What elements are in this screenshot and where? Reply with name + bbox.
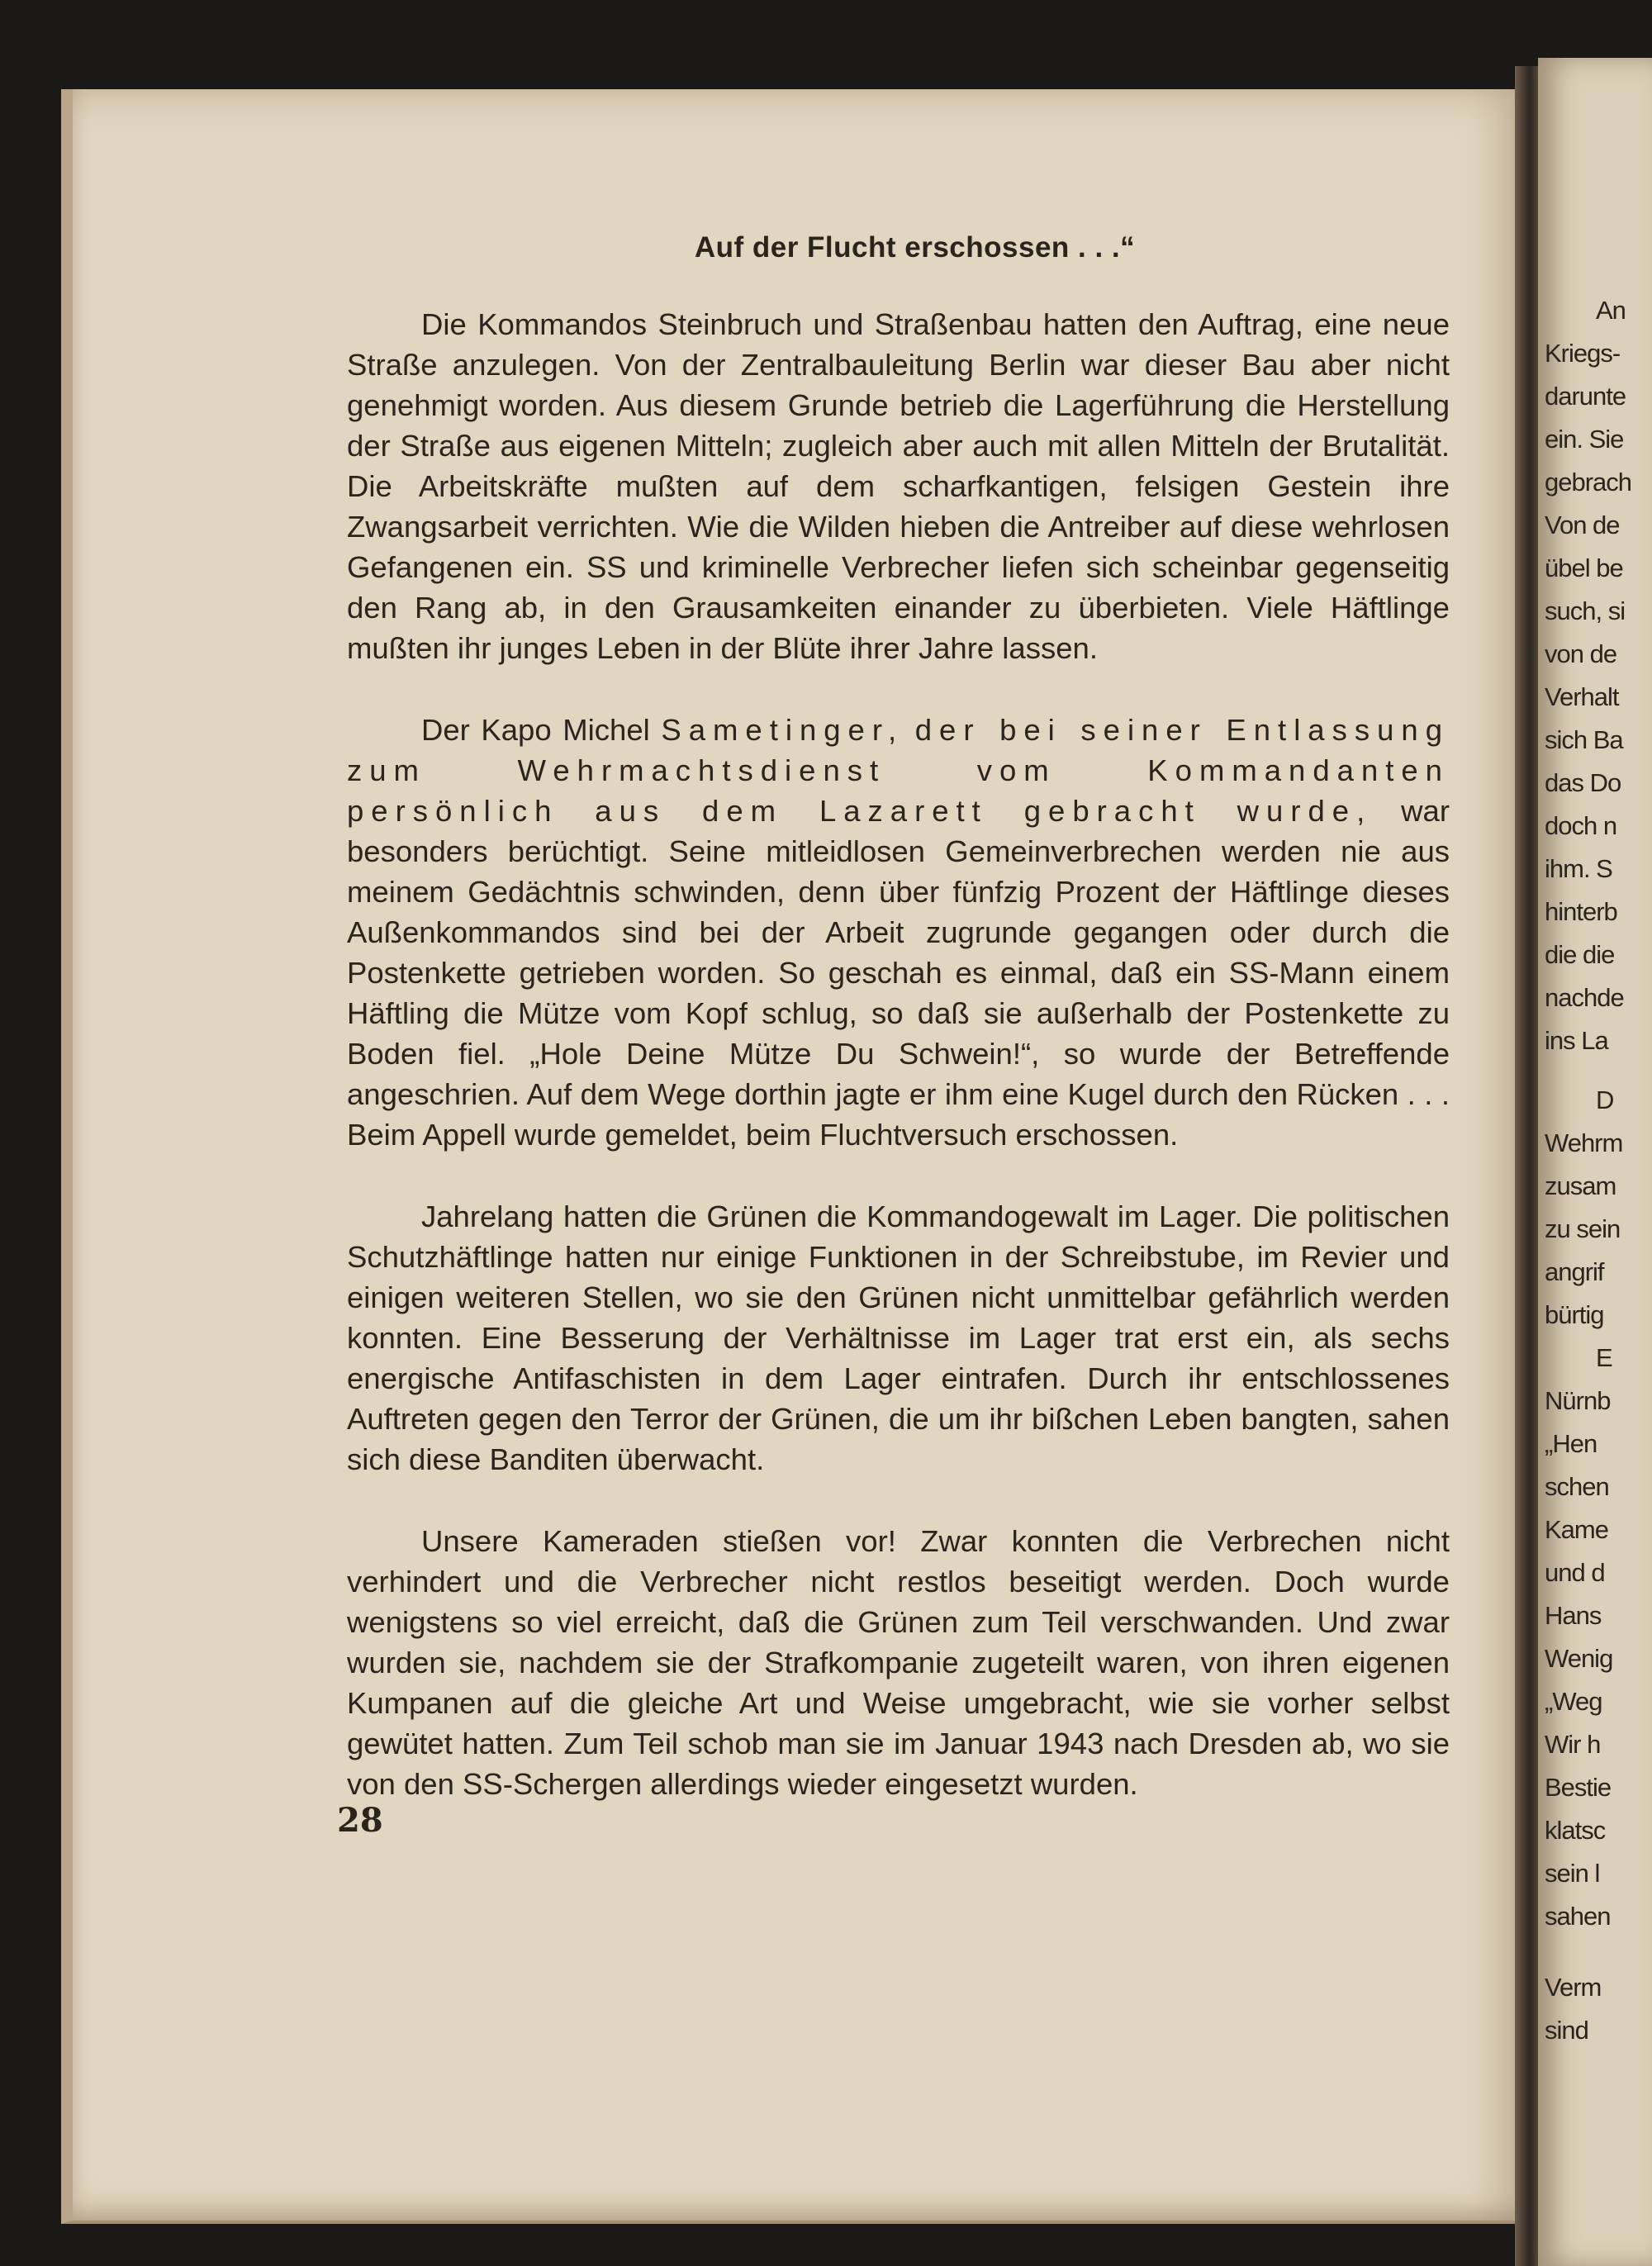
next-page-fragment: gebrach — [1545, 468, 1632, 496]
next-page-fragment: schen — [1545, 1472, 1609, 1501]
next-page-fragment: E — [1596, 1343, 1612, 1372]
next-page-fragment: Verhalt — [1545, 682, 1619, 711]
next-page-fragment: Hans — [1545, 1601, 1602, 1630]
next-page-fragment: Bestie — [1545, 1773, 1612, 1802]
next-page-fragment: „Hen — [1545, 1429, 1597, 1458]
next-page-fragment: Wenig — [1545, 1644, 1613, 1673]
next-page-fragment: zusam — [1545, 1171, 1616, 1200]
next-page-fragment: hinterb — [1545, 897, 1617, 926]
next-page-fragment: D — [1596, 1085, 1614, 1114]
next-page-fragment: von de — [1545, 639, 1617, 668]
next-page-fragment: ins La — [1545, 1026, 1608, 1055]
next-page-fragment: doch n — [1545, 811, 1617, 840]
next-page-fragment: Wehrm — [1545, 1128, 1623, 1157]
next-page-fragment: Kriegs- — [1545, 339, 1621, 368]
next-page-fragment: übel be — [1545, 553, 1623, 582]
right-page — [1538, 58, 1652, 2266]
paragraph-1: Die Kommandos Steinbruch und Straßenbau hatten den Auftrag, eine neue Straße anzulegen. Von der Zentralbauleitung Berlin war dieser Bau aber nicht genehmigt worden. Aus diesem Grunde betrieb die Lagerführung die Herstellung der Straße aus eigenen Mitteln; zugleich aber auch mit allen Mitteln der Brutalität. Die Arbeitskräfte mußten auf dem scharfkantigen, felsigen Gestein ihre Zwangsarbeit verrichten. Wie die Wilden hieben die Antreiber auf diese wehrlosen Gefangenen ein. SS und kriminelle Verbrecher liefen sich scheinbar gegenseitig den Rang ab, in den Grausamkeiten einander zu überbieten. Viele Häftlinge mußten ihr junges Leben in der Blüte ihrer Jahre lassen. — [347, 307, 1450, 665]
next-page-fragment: zu sein — [1545, 1214, 1621, 1243]
paragraph-2 — [347, 710, 1450, 1155]
kapo-spaced-phrase: der bei seiner Entlassung zum Wehrmachtsdienst vom Kommandanten persönlich aus dem Lazarett gebracht wurde, — [347, 713, 1450, 828]
next-page-fragment: bürtig — [1545, 1300, 1604, 1329]
next-page-fragment: An — [1596, 296, 1626, 325]
next-page-fragment: sich Ba — [1545, 725, 1623, 754]
kapo-rest: war besonders berüchtigt. Seine mitleidlosen Gemeinverbrechen werden nie aus meinem Gedächtnis schwinden, denn über fünfzig Prozent der Häftlinge dieses Außenkommandos sind bei der Arbeit zugrunde gegangen oder durch die Postenkette getrieben worden. So geschah es einmal, daß ein SS-Mann einem Häftling die Mütze vom Kopf schlug, so daß sie außerhalb der Postenkette zu Boden fiel. „Hole Deine Mütze Du Schwein!“, so wurde der Betreffende angeschrien. Auf dem Wege dorthin jagte er ihm eine Kugel durch den Rücken . . . Beim Appell wurde gemeldet, beim Fluchtversuch erschossen. — [347, 794, 1450, 1152]
paragraph-3: Jahrelang hatten die Grünen die Kommandogewalt im Lager. Die politischen Schutzhäftlinge hatten nur einige Funktionen in der Schreibstube, im Revier und einigen weiteren Stellen, wo sie den Grünen nicht unmittelbar gefährlich werden konnten. Eine Besserung der Verhältnisse im Lager trat erst ein, als sechs energische Antifaschisten in dem Lager eintrafen. Durch ihr entschlossenes Auftreten gegen den Terror der Grünen, die um ihr bißchen Leben bangten, sahen sich diese Banditen überwacht. — [347, 1200, 1450, 1476]
next-page-fragment: sind — [1545, 2016, 1588, 2045]
page-content — [347, 231, 1450, 1804]
next-page-fragment: Nürnb — [1545, 1386, 1611, 1415]
next-page-fragment: Verm — [1545, 1973, 1602, 2002]
next-page-fragment: das Do — [1545, 768, 1621, 797]
next-page-fragment: sein l — [1545, 1859, 1600, 1888]
next-page-fragment: klatsc — [1545, 1816, 1606, 1845]
page-number: 28 — [337, 1801, 383, 1840]
next-page-fragment: Von de — [1545, 511, 1620, 539]
next-page-fragment: und d — [1545, 1558, 1605, 1587]
next-page-fragment: ihm. S — [1545, 854, 1612, 883]
next-page-fragment: ein. Sie — [1545, 425, 1624, 454]
paragraph-4: Unsere Kameraden stießen vor! Zwar konnten die Verbrechen nicht verhindert und die Verbrecher nicht restlos beseitigt werden. Doch wurde wenigstens so viel erreicht, daß die Grünen zum Teil verschwanden. Und zwar wurden sie, nachdem sie der Strafkompanie zugeteilt waren, von ihren eigenen Kumpanen auf die gleiche Art und Weise umgebracht, wie sie vorher selbst gewütet hatten. Zum Teil schob man sie im Januar 1943 nach Dresden ab, wo sie von den SS-Schergen allerdings wieder eingesetzt wurden. — [347, 1524, 1450, 1801]
next-page-fragment: „Weg — [1545, 1687, 1602, 1716]
kapo-name: Sametinger, — [661, 713, 904, 747]
next-page-fragment: nachde — [1545, 983, 1624, 1012]
next-page-fragment: darunte — [1545, 382, 1626, 411]
next-page-fragment: die die — [1545, 940, 1615, 969]
book-gutter — [1515, 66, 1540, 2266]
next-page-fragment: Kame — [1545, 1515, 1608, 1544]
next-page-fragment: sahen — [1545, 1902, 1611, 1931]
next-page-fragment: such, si — [1545, 596, 1626, 625]
next-page-fragment: Wir h — [1545, 1730, 1601, 1759]
next-page-fragment: angrif — [1545, 1257, 1604, 1286]
kapo-intro: Der Kapo Michel — [421, 713, 650, 747]
chapter-title: Auf der Flucht erschossen . . .“ — [694, 231, 1136, 264]
